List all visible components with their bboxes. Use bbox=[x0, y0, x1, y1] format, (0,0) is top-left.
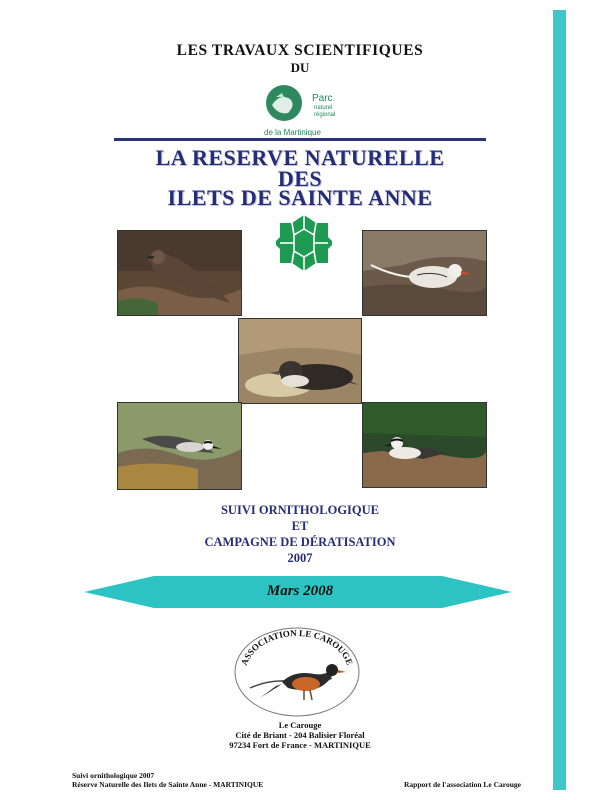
bird-photo-top-right bbox=[362, 230, 487, 316]
bird-photo-bottom-left bbox=[117, 402, 242, 490]
title-line-2: DES bbox=[277, 166, 323, 191]
subtitle-line-2: ET bbox=[291, 519, 309, 533]
park-logo-word-1: Parc bbox=[312, 93, 333, 104]
association-address-1: Cité de Briant - 204 Balisier Floréal bbox=[235, 730, 365, 740]
bird-photo-center bbox=[238, 318, 362, 404]
footer-right: Rapport de l'association Le Carouge bbox=[404, 780, 521, 789]
association-address-2: 97234 Fort de France - MARTINIQUE bbox=[229, 740, 371, 750]
header-line-1: LES TRAVAUX SCIENTIFIQUES bbox=[176, 42, 424, 59]
title-line-3: ILETS DE SAINTE ANNE bbox=[167, 185, 433, 210]
park-logo bbox=[262, 75, 346, 139]
reserve-emblem-icon bbox=[276, 213, 332, 273]
subtitle-line-3: CAMPAGNE DE DÉRATISATION bbox=[204, 535, 396, 549]
report-date: Mars 2008 bbox=[266, 583, 334, 599]
subtitle-line-4: 2007 bbox=[287, 551, 313, 565]
park-logo-word-3: régional bbox=[314, 112, 336, 118]
subtitle-line-1: SUIVI ORNITHOLOGIQUE bbox=[220, 503, 380, 517]
association-name: Le Carouge bbox=[278, 720, 322, 730]
header-line-2: DU bbox=[290, 60, 310, 75]
footer-left-line-1: Suivi ornithologique 2007 bbox=[72, 771, 155, 780]
bird-photo-bottom-right bbox=[362, 402, 487, 488]
title-line-1: LA RESERVE NATURELLE bbox=[155, 145, 445, 170]
association-logo-text: ASSOCIATION LE CAROUGE bbox=[238, 627, 355, 667]
accent-side-bar bbox=[553, 10, 566, 790]
park-logo-word-2: naturel bbox=[314, 105, 333, 111]
park-logo-word-4: de la Martinique bbox=[264, 128, 321, 137]
footer-left-line-2: Réserve Naturelle des Ilets de Sainte Anne - MARTINIQUE bbox=[72, 780, 264, 789]
title-rule bbox=[114, 138, 486, 141]
bird-photo-top-left bbox=[117, 230, 242, 316]
association-logo bbox=[232, 626, 362, 718]
